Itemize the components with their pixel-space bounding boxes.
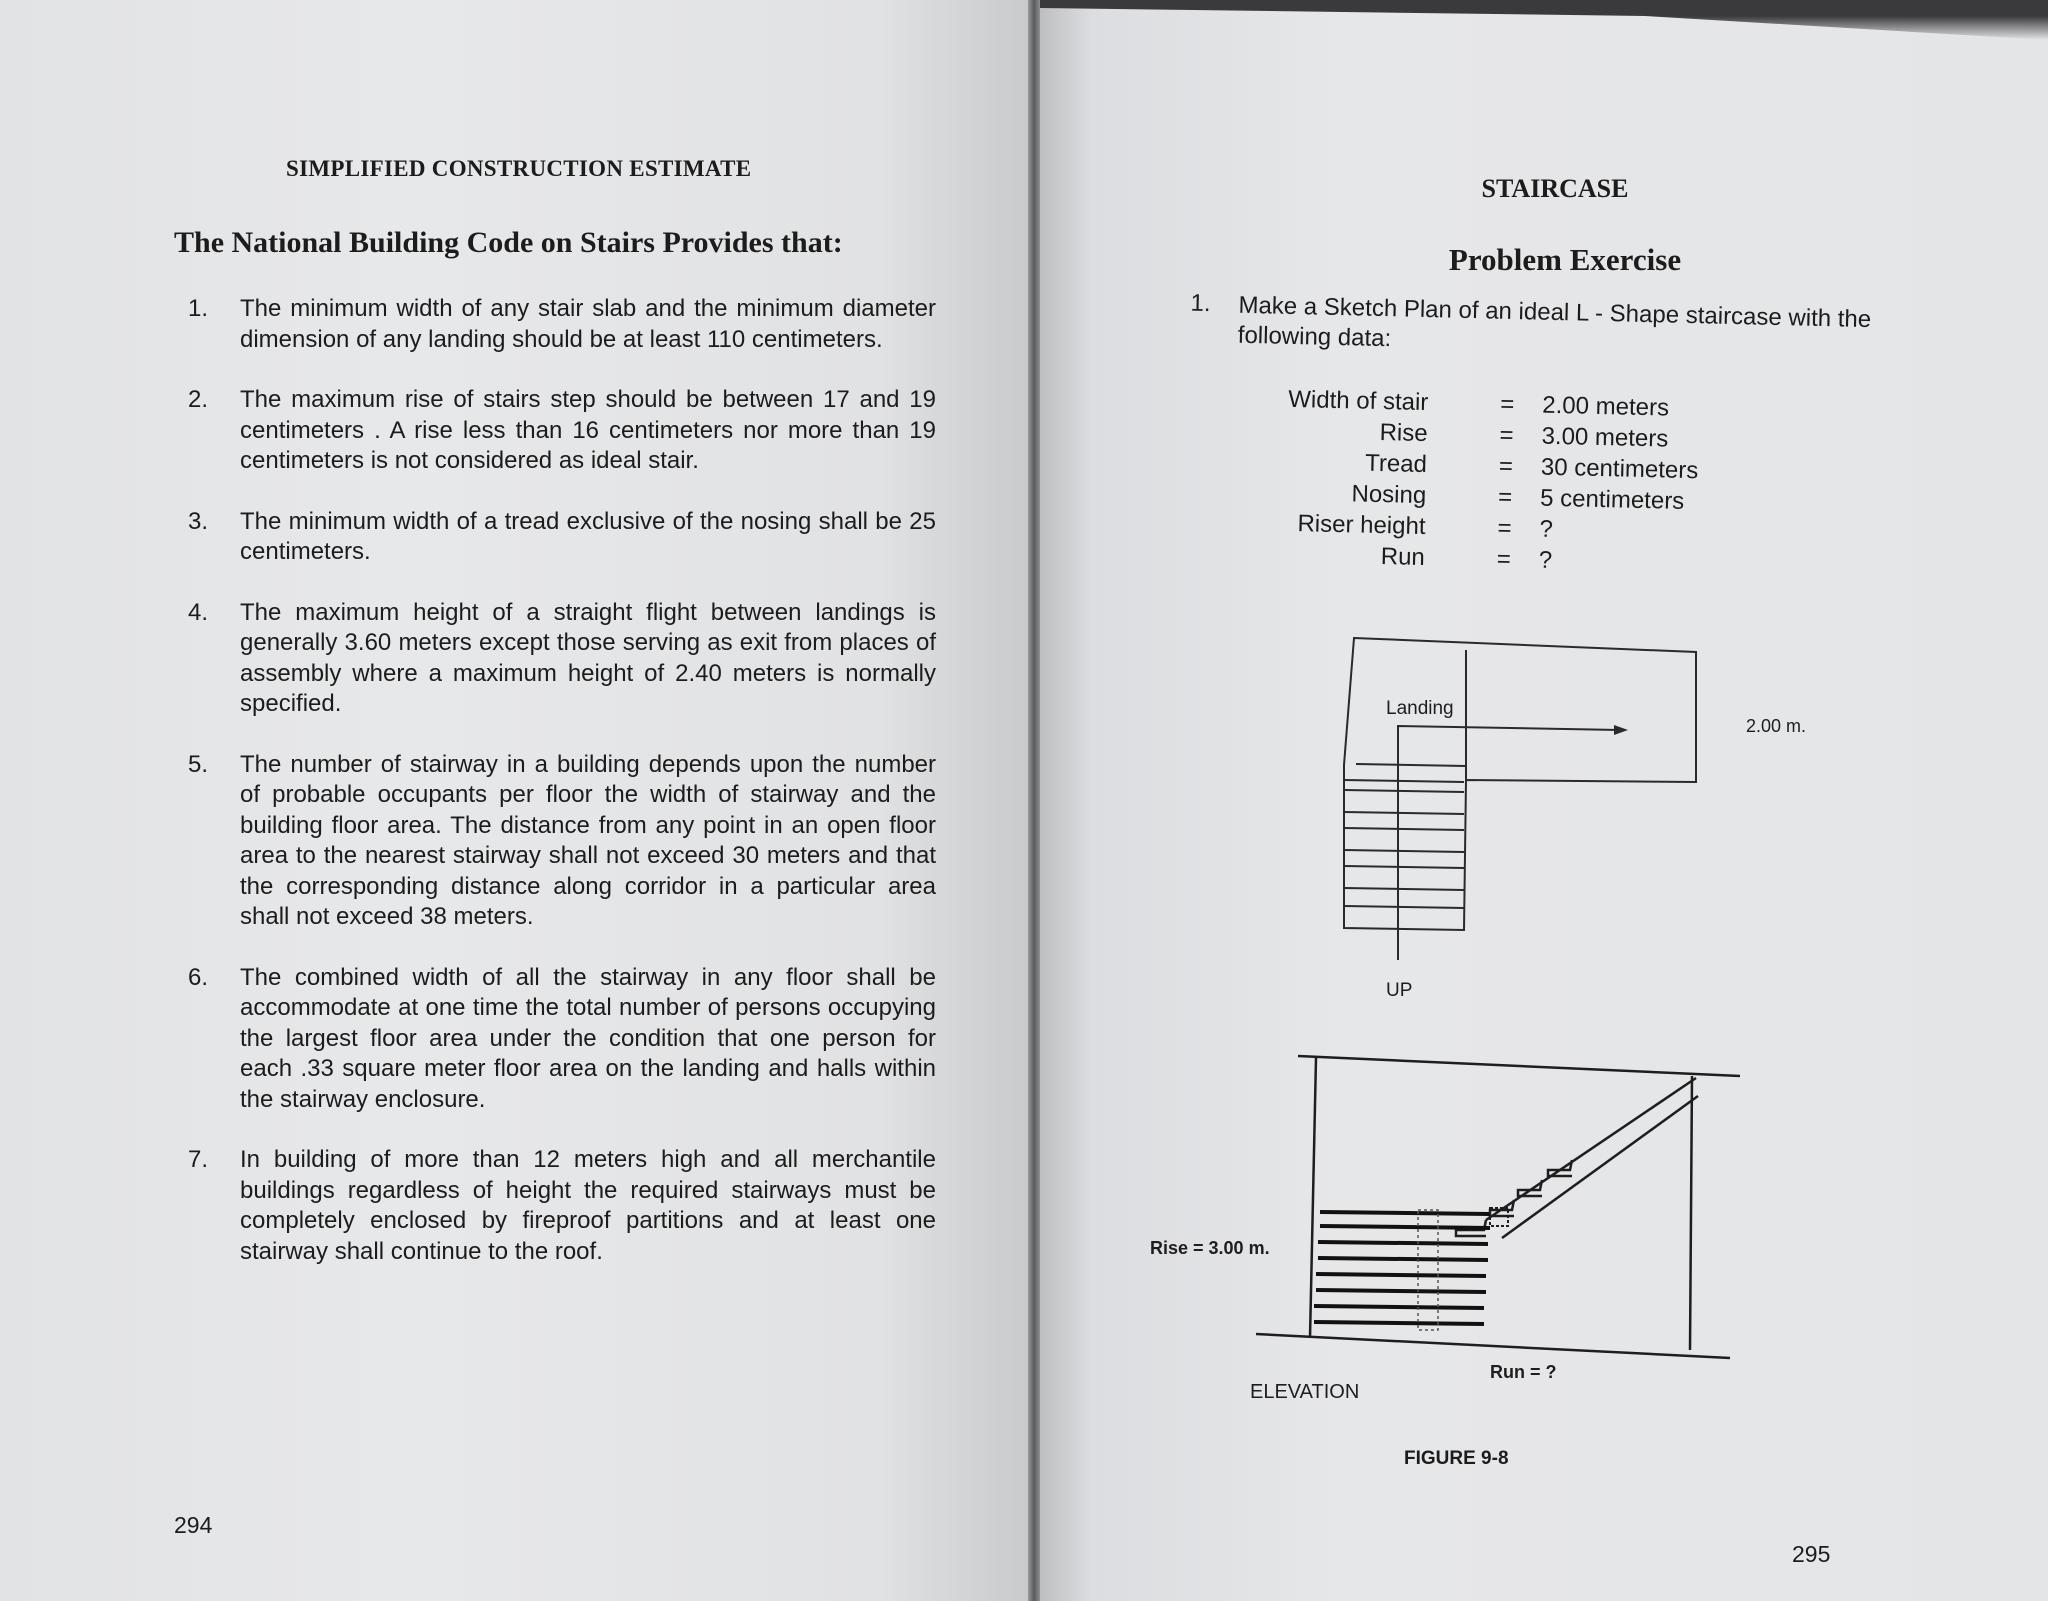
up-direction-line: [1398, 726, 1620, 960]
tread-line: [1344, 780, 1464, 782]
data-value: 5 centimeters: [1539, 484, 1685, 515]
right-wall: [1690, 1076, 1692, 1350]
lower-tread: [1318, 1258, 1488, 1260]
ground-line: [1256, 1334, 1730, 1358]
width-dimension-label: 2.00 m.: [1746, 716, 1807, 736]
rule-number: 2.: [188, 386, 209, 413]
tread-line: [1344, 790, 1464, 792]
code-rules-list: [188, 294, 936, 1297]
rule-text: The minimum width of any stair slab and the minimum diameter dimension of any landing should be at least 110 centimeters.: [240, 295, 936, 353]
question-text: Make a Sketch Plan of an ideal L - Shape staircase with the following data:: [1237, 291, 1872, 353]
lower-tread: [1314, 1306, 1484, 1308]
data-value: ?: [1539, 515, 1554, 543]
rule-text: The number of stairway in a building depends upon the number of probable occupants per floor the width of stairway and the building floor area. The distance from any point in an open floor area to the nearest stairway shall not exceed 30 meters and that the corresponding distance along corridor in a particular area shall not exceed 38 meters.: [240, 750, 936, 930]
data-equals: =: [1497, 514, 1512, 542]
rule-item: [188, 385, 936, 477]
rule-item: [188, 1145, 936, 1267]
tread-line: [1344, 828, 1464, 830]
run-label: Run = ?: [1490, 1362, 1557, 1382]
running-head: SIMPLIFIED CONSTRUCTION ESTIMATE: [286, 156, 752, 181]
lower-tread: [1316, 1274, 1486, 1276]
tread-line: [1344, 906, 1464, 908]
page-title: STAIRCASE: [1481, 174, 1629, 203]
section-title: The National Building Code on Stairs Provides that:: [174, 226, 843, 259]
rule-number: 4.: [188, 598, 209, 626]
data-label: Nosing: [1351, 480, 1427, 510]
stringer-line: [1502, 1096, 1698, 1238]
lower-tread: [1318, 1242, 1488, 1244]
right-page: [1030, 0, 2048, 1601]
stringer-line: [1486, 1078, 1696, 1220]
data-equals: =: [1496, 545, 1512, 573]
data-equals: =: [1498, 452, 1514, 481]
data-equals: =: [1497, 483, 1513, 511]
stair-plan-diagram: [1330, 630, 1850, 1010]
data-label: Tread: [1364, 449, 1428, 479]
lower-tread: [1320, 1226, 1490, 1228]
elevation-title: ELEVATION: [1250, 1381, 1360, 1403]
landing-divider: [1356, 764, 1466, 766]
tread-line: [1344, 850, 1464, 852]
data-label: Rise: [1379, 418, 1428, 448]
data-equals: =: [1500, 390, 1515, 419]
lower-tread: [1320, 1212, 1490, 1214]
tread-line: [1344, 866, 1464, 868]
landing-outline: [1344, 638, 1696, 930]
rule-number: 6.: [188, 963, 209, 991]
rule-text: In building of more than 12 meters high and all merchantile buildings regardless of height the required stairways must be completely enclosed by fireproof partitions and at least one stairway shall continue to the roof.: [240, 1146, 936, 1265]
upper-steps: [1518, 1180, 1542, 1196]
data-value: ?: [1538, 546, 1553, 574]
rule-item: [188, 507, 936, 568]
landing-label: Landing: [1386, 698, 1454, 719]
rule-text: The combined width of all the stairway in any floor shall be accommodate at one time the total number of persons occupying the largest floor area under the condition that one person for each .33 square meter floor area on the landing and halls within the stairway enclosure.: [240, 963, 936, 1113]
data-value: 3.00 meters: [1541, 422, 1669, 453]
rule-number: 7.: [188, 1146, 209, 1173]
tread-line: [1344, 888, 1464, 890]
data-label: Run: [1380, 543, 1426, 572]
page-number-right: 295: [1792, 1541, 1831, 1567]
rule-text: The maximum height of a straight flight between landings is generally 3.60 meters except those serving as exit from places of assembly where a maximum height of 2.40 meters is normally specified.: [240, 598, 936, 717]
rule-number: 1.: [188, 295, 209, 322]
data-value: 30 centimeters: [1540, 453, 1699, 485]
lower-tread: [1314, 1322, 1484, 1324]
rule-number: 3.: [188, 507, 209, 535]
problem-title: Problem Exercise: [1448, 242, 1682, 277]
rule-item: [188, 963, 936, 1116]
data-value: 2.00 meters: [1542, 391, 1670, 422]
question-number: 1.: [1190, 289, 1211, 318]
rise-label: Rise = 3.00 m.: [1150, 1238, 1270, 1258]
book-spine: [1028, 0, 1040, 1601]
lower-tread: [1316, 1290, 1486, 1292]
tread-line: [1344, 812, 1464, 814]
rule-item: [188, 294, 936, 355]
stair-elevation-diagram: [1150, 1040, 1750, 1410]
data-equals: =: [1499, 421, 1514, 450]
rule-item: [188, 750, 936, 933]
rule-item: [188, 598, 936, 720]
page-number-left: 294: [174, 1512, 213, 1538]
data-label: Riser height: [1297, 510, 1426, 541]
up-label: UP: [1386, 980, 1413, 1001]
upper-steps: [1548, 1160, 1572, 1176]
rule-text: The maximum rise of stairs step should be between 17 and 19 centimeters . A rise less than 16 centimeters nor more than 19 centimeters is not considered as ideal stair.: [240, 386, 936, 474]
rule-number: 5.: [188, 750, 209, 778]
left-wall: [1310, 1058, 1316, 1338]
upper-floor-line: [1298, 1056, 1740, 1076]
rule-text: The minimum width of a tread exclusive of the nosing shall be 25 centimeters.: [240, 507, 936, 565]
given-data-table: [1185, 382, 1763, 581]
data-label: Width of stair: [1288, 385, 1429, 417]
figure-caption: FIGURE 9-8: [1404, 1448, 1509, 1469]
arrowhead-icon: [1614, 725, 1628, 735]
